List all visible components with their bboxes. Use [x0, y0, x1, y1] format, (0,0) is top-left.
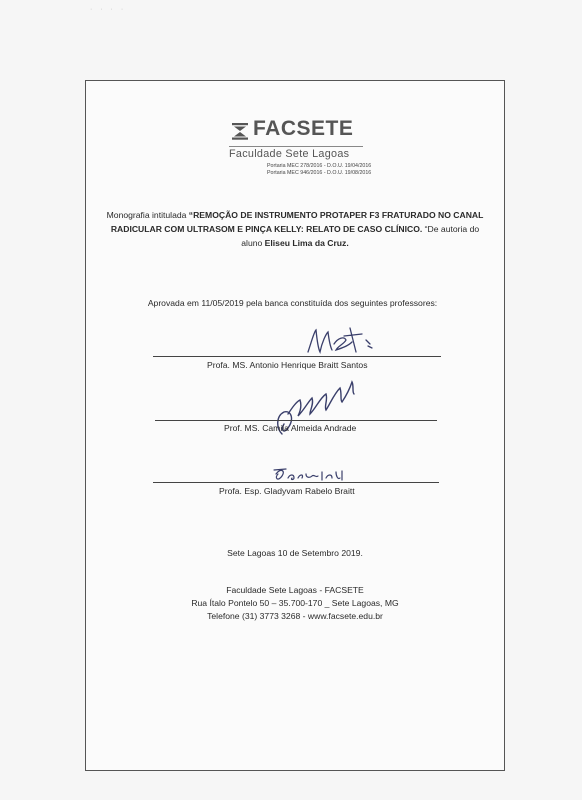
examiner-1-name: Profa. MS. Antonio Henrique Braitt Santos: [207, 360, 368, 370]
logo-subtitle: Faculdade Sete Lagoas: [229, 146, 363, 160]
author-name: Eliseu Lima da Cruz.: [264, 238, 349, 248]
examiner-2-name: Prof. MS. Camila Almeida Andrade: [224, 423, 357, 433]
signature-line-1: [153, 356, 441, 357]
footer-address: Rua Ítalo Pontelo 50 – 35.700-170 _ Sete Lagoas, MG: [191, 598, 399, 608]
approval-middle: “De autoria do aluno: [241, 224, 480, 248]
date-line: Sete Lagoas 10 de Setembro 2019.: [227, 548, 363, 558]
signature-line-2: [155, 420, 437, 421]
footer: [100, 584, 490, 623]
signature-examiner-3: [270, 466, 350, 488]
footer-institution: Faculdade Sete Lagoas - FACSETE: [226, 585, 364, 595]
scan-artifact: · · · ·: [90, 6, 127, 13]
signature-line-3: [153, 482, 439, 483]
approval-paragraph: [100, 208, 490, 250]
signature-examiner-1: [300, 322, 380, 358]
facsete-emblem-icon: [231, 122, 249, 140]
facsete-logo: [229, 117, 389, 179]
portaria-line-1: Portaria MEC 278/2016 - D.O.U. 19/04/2016: [267, 163, 372, 169]
footer-contact: Telefone (31) 3773 3268 - www.facsete.edu.br: [207, 611, 383, 621]
portaria-line-2: Portaria MEC 946/2016 - D.O.U. 19/08/2016: [267, 170, 372, 176]
board-intro: Aprovada em 11/05/2019 pela banca constituída dos seguintes professores:: [147, 298, 438, 308]
examiner-3-name: Profa. Esp. Gladyvam Rabelo Braitt: [219, 486, 355, 496]
approval-prefix: Monografia intitulada: [106, 210, 189, 220]
logo-wordmark: FACSETE: [253, 117, 354, 140]
monograph-title: “REMOÇÃO DE INSTRUMENTO PROTAPER F3 FRATURADO NO CANAL RADICULAR COM ULTRASOM E PINÇA KELLY: RELATO DE CASO CLÍNICO.: [110, 210, 484, 234]
